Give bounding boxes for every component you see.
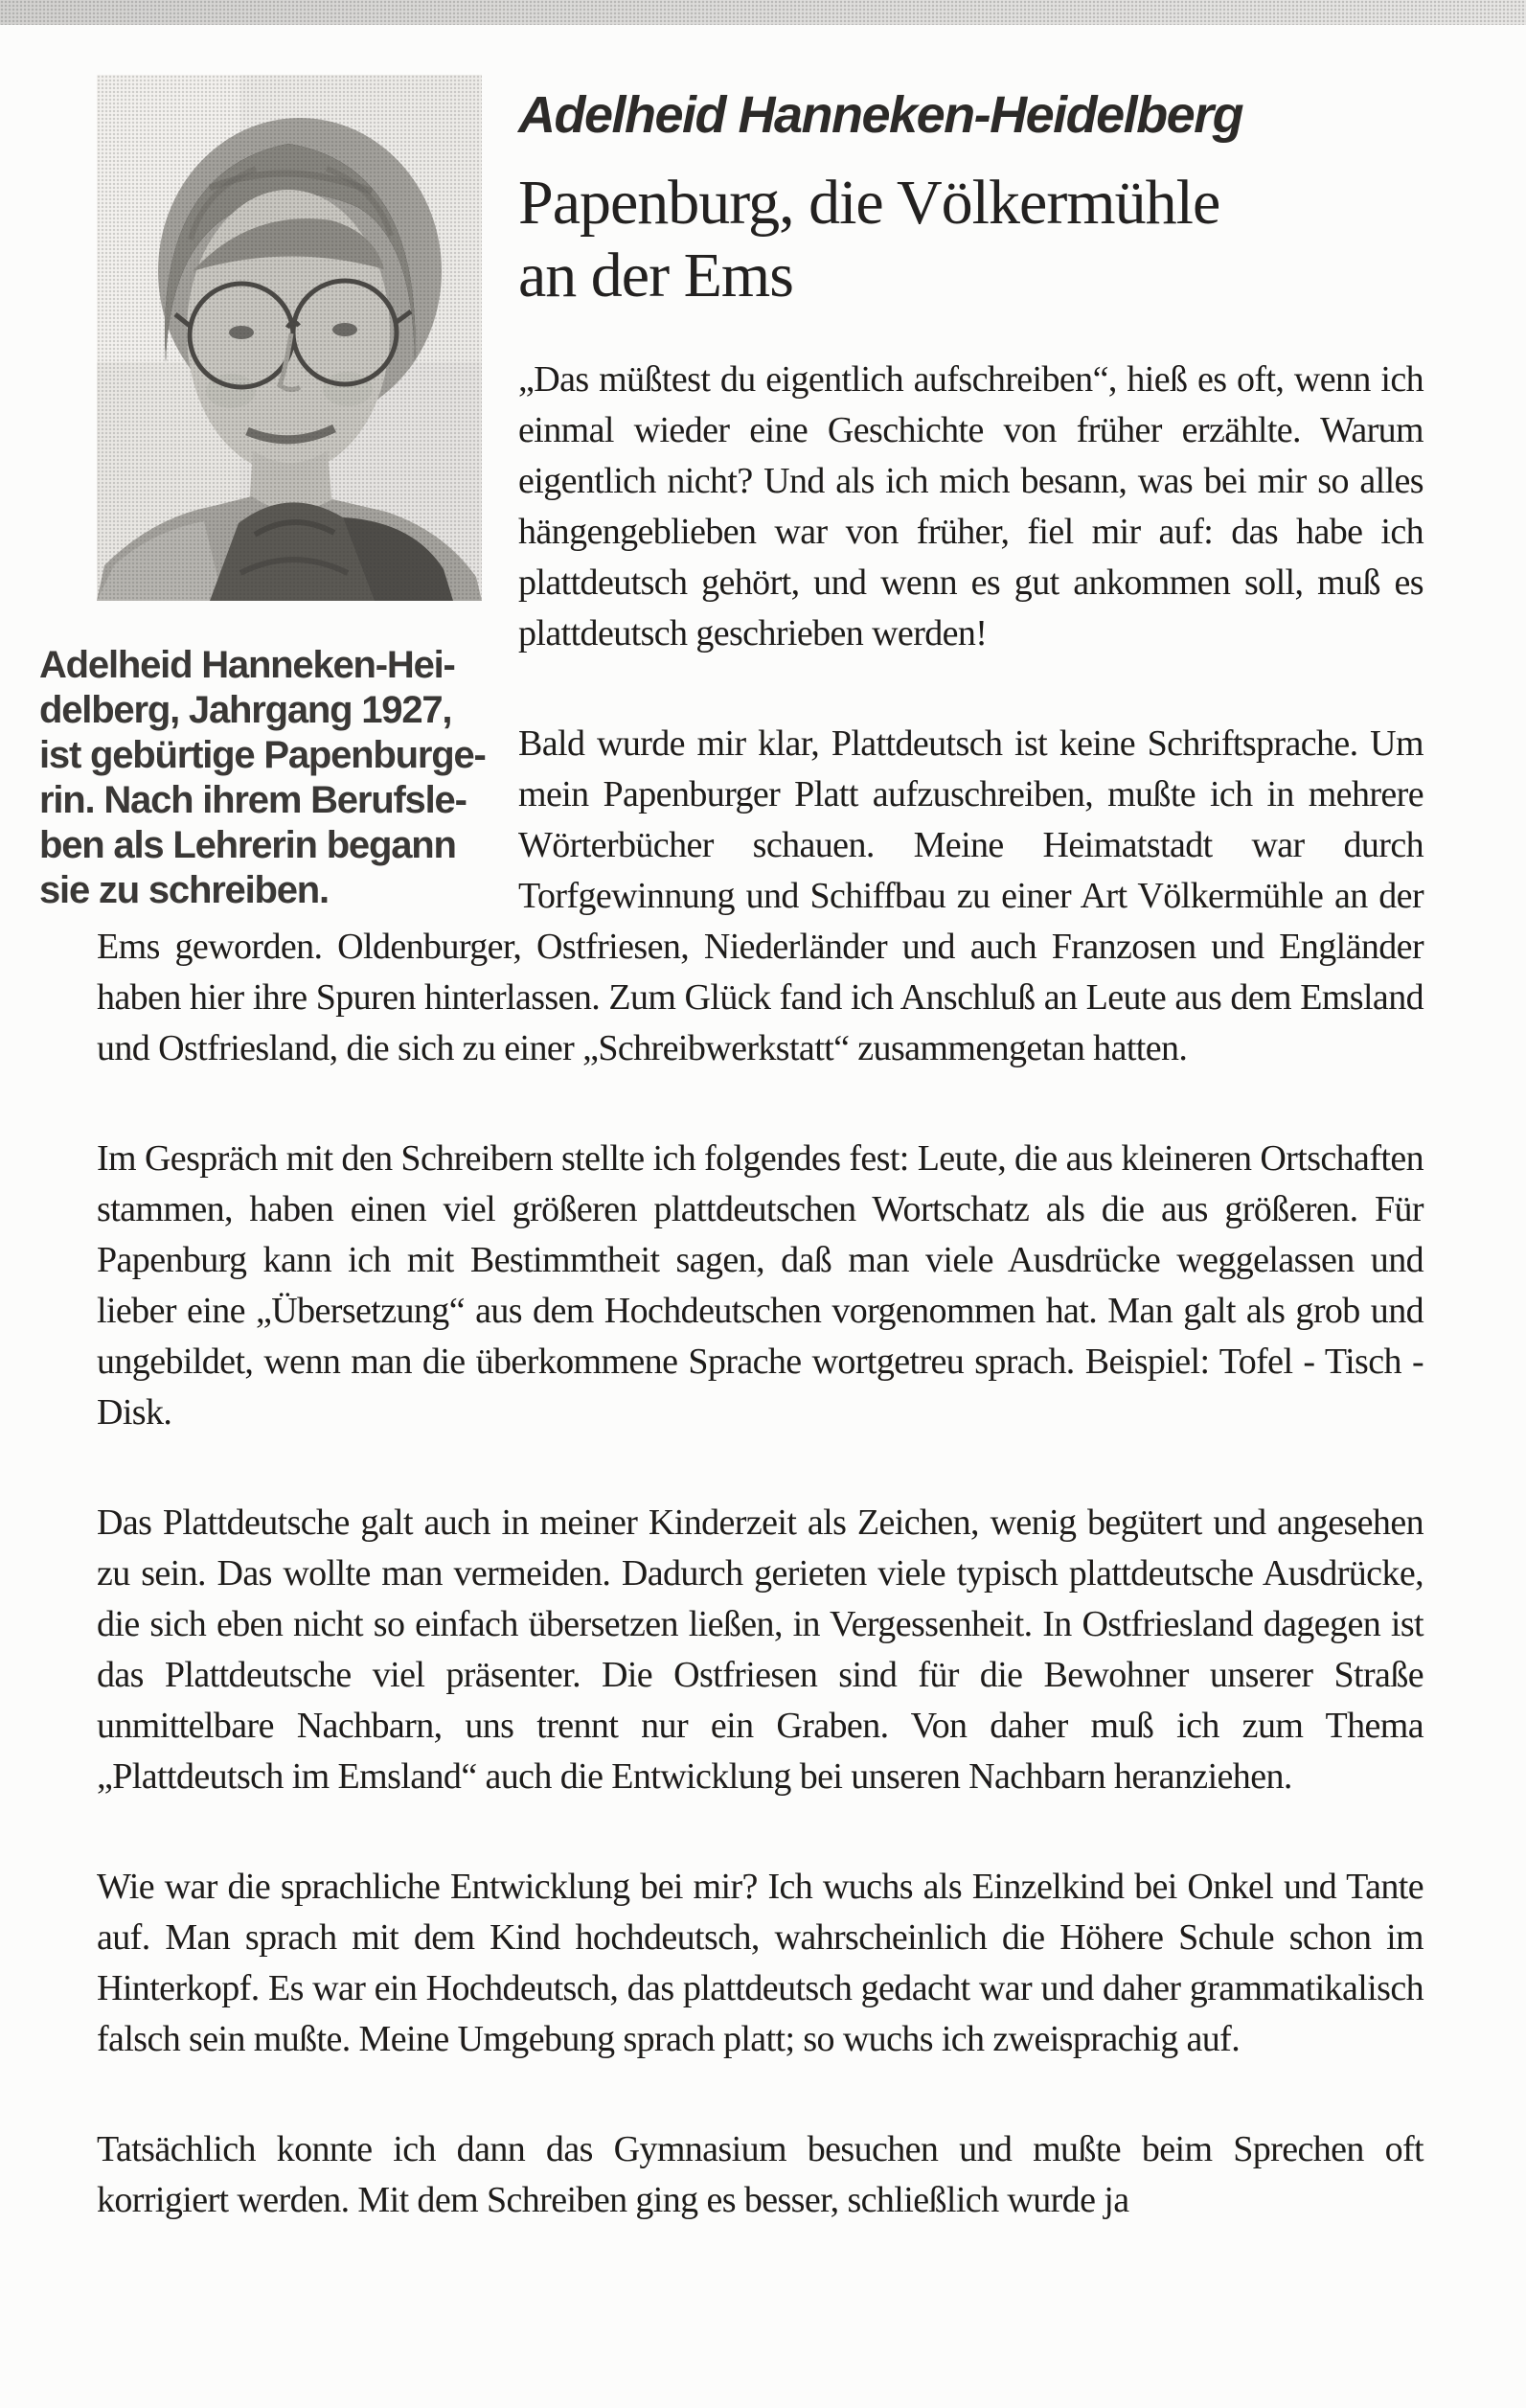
paragraph-4: Das Plattdeutsche galt auch in meiner Kinderzeit als Zeichen, wenig begütert und angesehen zu sein. Das wollte man vermeiden. Dadurch gerieten viele typisch plattdeutsche Ausdrücke, die sich eben nicht so einfach übersetzen ließen, in Vergessenheit. In Ostfriesland dagegen ist das Plattdeutsche viel präsenter. Die Ostfriesen sind für die Bewohner unserer Straße unmittelbare Nachbarn, uns trennt nur ein Graben. Von daher muß ich zum Thema „Plattdeutsch im Emsland“ auch die Entwicklung bei unseren Nachbarn heranziehen. (97, 1502, 1424, 1797)
caption-line: ben als Lehrerin begann (39, 824, 456, 866)
paragraph-1: „Das müßtest du eigentlich aufschreiben“, hieß es oft, wenn ich einmal wieder eine Geschichte von früher erzählte. Warum eigentlich nicht? Und als ich mich besann, was bei mir so alles hängengeblieben war von früher, fiel mir auf: das habe ich plattdeutsch gehört, und wenn es gut ankommen soll, muß es plattdeutsch geschrieben werden! (518, 359, 1424, 654)
face-shape (187, 190, 390, 473)
author-photo-figure (39, 75, 518, 913)
caption-line: sie zu schreiben. (39, 869, 329, 911)
caption-line: rin. Nach ihrem Berufsle- (39, 779, 467, 821)
caption-line: ist gebürtige Papenburge- (39, 734, 486, 776)
paragraph-5: Wie war die sprachliche Entwicklung bei mir? Ich wuchs als Einzelkind bei Onkel und Tante auf. Man sprach mit dem Kind hochdeutsch, wahrscheinlich die Höhere Schule schon im Hinterkopf. Es war ein Hochdeutsch, das plattdeutsch gedacht war und daher grammatikalisch falsch sein mußte. Meine Umgebung sprach platt; so wuchs ich zweisprachig auf. (97, 1867, 1424, 2059)
author-heading: Adelheid Hanneken-Heidelberg (518, 86, 1243, 144)
caption-line: delberg, Jahrgang 1927, (39, 689, 452, 731)
photo-caption (39, 643, 518, 913)
caption-line: Adelheid Hanneken-Hei- (39, 644, 455, 686)
paragraph-2: Bald wurde mir klar, Plattdeutsch ist keine Schriftsprache. Um mein Papenburger Platt aufzuschreiben, mußte ich in mehrere Wörterbücher schauen. Meine Heimatstadt war durch Torfgewinnung und Schiffbau zu einer Art Völkermühle an der Ems geworden. Oldenburger, Ostfriesen, Niederländer und auch Franzosen und Engländer haben hier ihre Spuren hinterlassen. Zum Glück fand ich Anschluß an Leute aus dem Emsland und Ostfriesland, die sich zu einer „Schreibwerkstatt“ zusammengetan hatten. (97, 723, 1424, 1068)
paragraph-6: Tatsächlich konnte ich dann das Gymnasium besuchen und mußte beim Sprechen oft korrigiert werden. Mit dem Schreiben ging es besser, schließlich wurde ja (97, 2129, 1424, 2220)
author-portrait-photo (97, 75, 482, 601)
title-line: an der Ems (518, 241, 793, 310)
paragraph-3: Im Gespräch mit den Schreibern stellte ich folgendes fest: Leute, die aus kleineren Ortschaften stammen, haben einen viel größeren plattdeutschen Wortschatz als die aus größeren. Für Papenburg kann ich mit Bestimmtheit sagen, daß man viele Ausdrücke weggelassen und lieber eine „Übersetzung“ aus dem Hochdeutschen vorgenommen hat. Man galt als grob und ungebildet, wenn man die überkommene Sprache wortgetreu sprach. Beispiel: Tofel - Tisch - Disk. (97, 1138, 1424, 1433)
title-line: Papenburg, die Völkermühle (518, 168, 1220, 238)
